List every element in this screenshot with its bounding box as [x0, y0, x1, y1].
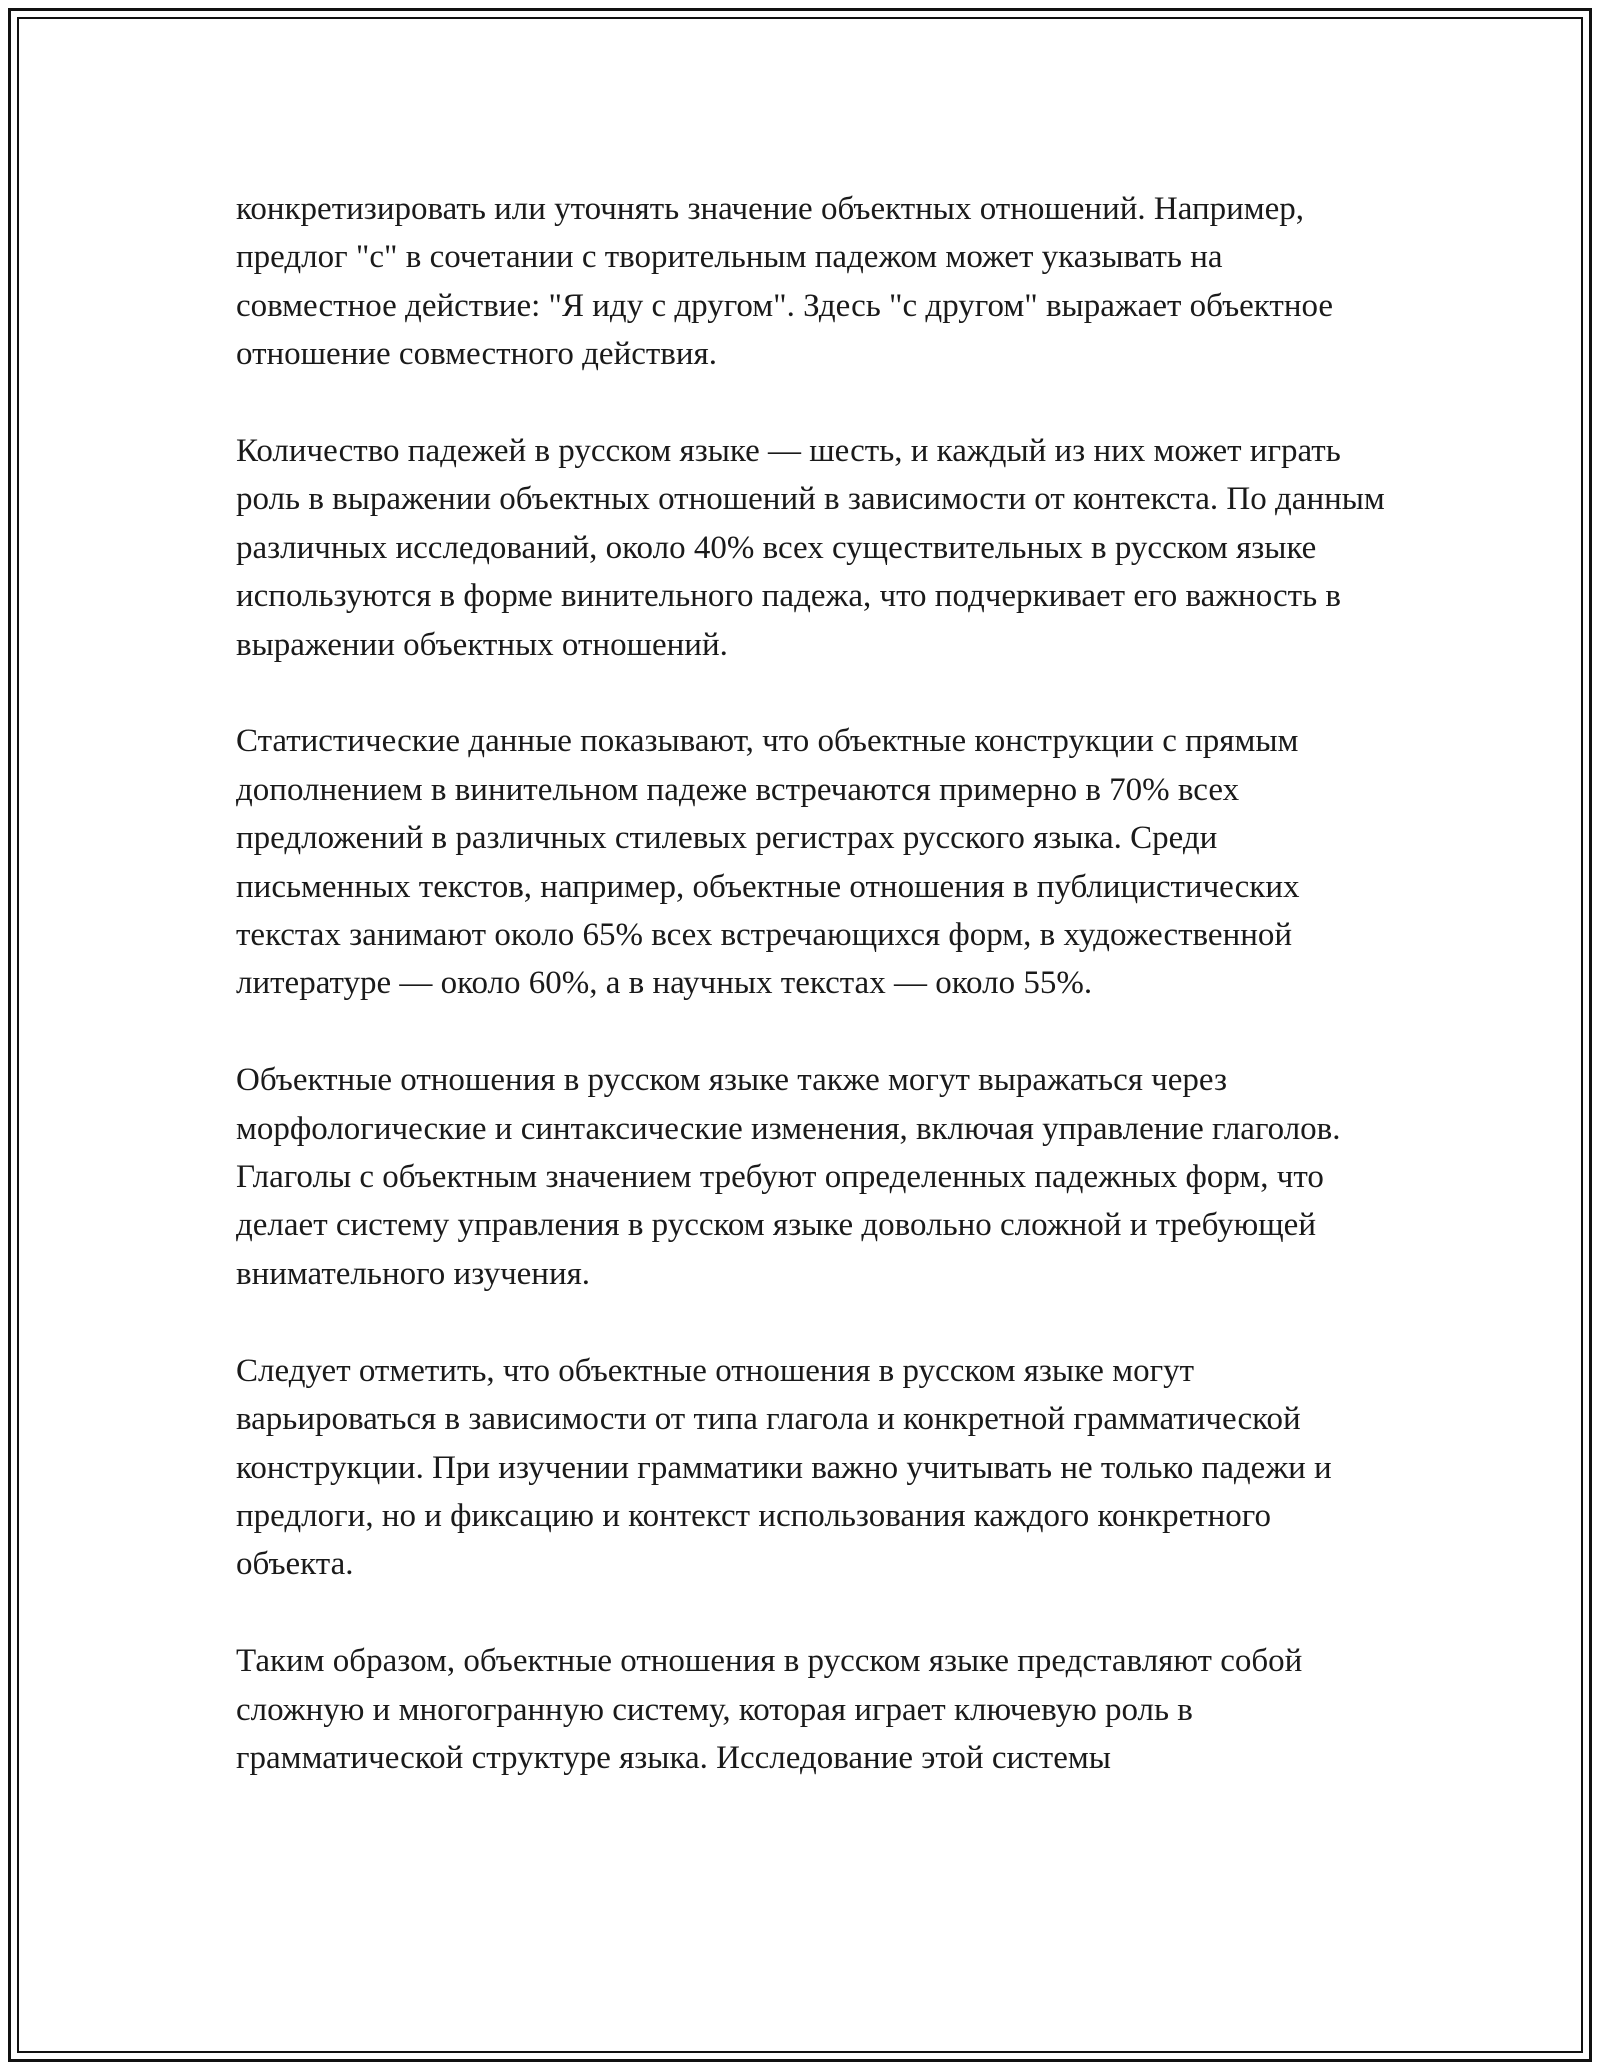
paragraph: Следует отметить, что объектные отношения в русском языке могут варьироваться в зависимости от типа глагола и конкретной грамматической конструкции. При изучении грамматики важно учитывать не только падежи и предлоги, но и фиксацию и контекст использования каждого конкретного объекта. [236, 1352, 1332, 1583]
paragraph: Таким образом, объектные отношения в русском языке представляют собой сложную и многогранную систему, которая играет ключевую роль в грамматической структуре языка. Исследование этой системы [236, 1643, 1303, 1776]
paragraph: конкретизировать или уточнять значение объектных отношений. Например, предлог "с" в сочетании с творительным падежом может указывать на совместное действие: "Я иду с другом". Здесь "с другом" выражает объектное отношение совместного действия. [236, 191, 1334, 373]
paragraph: Количество падежей в русском языке — шесть, и каждый из них может играть роль в выражении объектных отношений в зависимости от контекста. По данным различных исследований, около 40% всех существительных в русском языке используются в форме винительного падежа, что подчеркивает его важность в выражении объектных отношений. [236, 433, 1385, 663]
document-body [236, 185, 1386, 1782]
paragraph: Статистические данные показывают, что объектные конструкции с прямым дополнением в винительном падеже встречаются примерно в 70% всех предложений в различных стилевых регистрах русского языка. Среди письменных текстов, например, объектные отношения в публицистических текстах занимают около 65% всех встречающихся форм, в художественной литературе — около 60%, а в научных текстах — около 55%. [236, 723, 1300, 1002]
paragraph: Объектные отношения в русском языке также могут выражаться через морфологические и синтаксические изменения, включая управление глаголов. Глаголы с объектным значением требуют определенных падежных форм, что делает систему управления в русском языке довольно сложной и требующей внимательного изучения. [236, 1062, 1341, 1292]
